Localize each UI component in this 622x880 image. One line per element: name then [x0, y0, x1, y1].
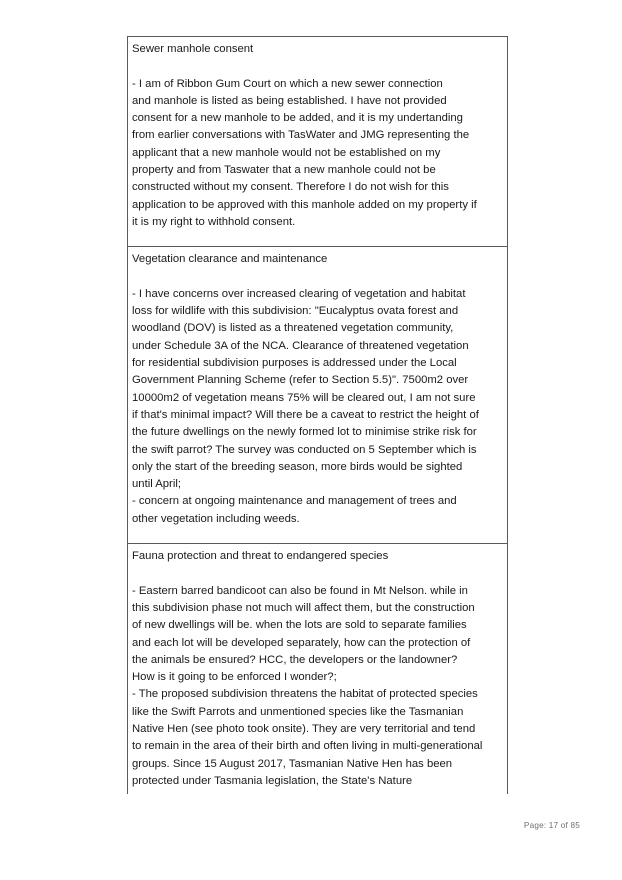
body-line: to remain in the area of their birth and often living in multi-generational [132, 740, 483, 753]
body-line: - The proposed subdivision threatens the habitat of protected species [132, 688, 478, 701]
section-heading: Vegetation clearance and maintenance [132, 253, 328, 266]
body-line: - concern at ongoing maintenance and management of trees and [132, 495, 457, 508]
section-body [132, 76, 503, 236]
body-line: protected under Tasmania legislation, the State's Nature [132, 774, 413, 787]
body-line: only the start of the breeding season, more birds would be sighted [132, 460, 463, 473]
spacer [132, 565, 503, 582]
body-line: loss for wildlife with this subdivision: "Eucalyptus ovata forest and [132, 305, 459, 318]
body-line: property and from Taswater that a new manhole could not be [132, 164, 436, 177]
body-line: application to be approved with this manhole added on my property if [132, 198, 477, 211]
body-line: and manhole is listed as being established. I have not provided [132, 94, 447, 107]
spacer [132, 58, 503, 75]
body-line: it is my right to withhold consent. [132, 215, 296, 228]
body-line: this subdivision phase not much will affect them, but the construction [132, 601, 475, 614]
body-line: like the Swift Parrots and unmentioned species like the Tasmanian [132, 705, 464, 718]
body-line: the animals be ensured? HCC, the developers or the landowner? [132, 653, 458, 666]
spacer [132, 532, 503, 543]
body-line: of new dwellings will be. when the lots are sold to separate families [132, 619, 467, 632]
body-line: Government Planning Scheme (refer to Section 5.5)". 7500m2 over [132, 374, 469, 387]
body-line: consent for a new manhole to be added, and it is my undertanding [132, 112, 463, 125]
body-line: Native Hen (see photo took onsite). They are very territorial and tend [132, 722, 476, 735]
body-line: How is it going to be enforced I wonder?; [132, 671, 337, 684]
body-line: - Eastern barred bandicoot can also be found in Mt Nelson. while in [132, 584, 468, 597]
body-line: - I am of Ribbon Gum Court on which a new sewer connection [132, 77, 443, 90]
body-line: 10000m2 of vegetation means 75% will be cleared out, I am not sure [132, 391, 476, 404]
spacer [132, 235, 503, 246]
body-line: the swift parrot? The survey was conducted on 5 September which is [132, 443, 477, 456]
body-line: the future dwellings on the newly formed lot to minimise strike risk for [132, 426, 477, 439]
body-line: constructed without my consent. Therefore I do not wish for this [132, 181, 449, 194]
body-line: - I have concerns over increased clearing of vegetation and habitat [132, 287, 466, 300]
body-line: other vegetation including weeds. [132, 512, 300, 525]
body-line: until April; [132, 478, 181, 491]
section-heading: Sewer manhole consent [132, 43, 254, 55]
body-line: and each lot will be developed separately, how can the protection of [132, 636, 471, 649]
body-line: from earlier conversations with TasWater and JMG representing the [132, 129, 470, 142]
body-line: for residential subdivision purposes is addressed under the Local [132, 357, 457, 370]
spacer [132, 269, 503, 286]
submission-table [127, 36, 508, 794]
body-line: groups. Since 15 August 2017, Tasmanian Native Hen has been [132, 757, 453, 770]
section-body [132, 286, 503, 532]
section-body [132, 583, 503, 795]
table-row [128, 37, 507, 246]
body-line: applicant that a new manhole would not be established on my [132, 146, 441, 159]
table-row [128, 246, 507, 543]
section-heading: Fauna protection and threat to endangered species [132, 550, 389, 563]
body-line: under Schedule 3A of the NCA. Clearance of threatened vegetation [132, 339, 469, 352]
table-row [128, 543, 507, 794]
page-footer: Page: 17 of 85 [523, 821, 580, 830]
body-line: if that's minimal impact? Will there be a caveat to restrict the height of [132, 408, 479, 421]
body-line: woodland (DOV) is listed as a threatened vegetation community, [132, 322, 454, 335]
